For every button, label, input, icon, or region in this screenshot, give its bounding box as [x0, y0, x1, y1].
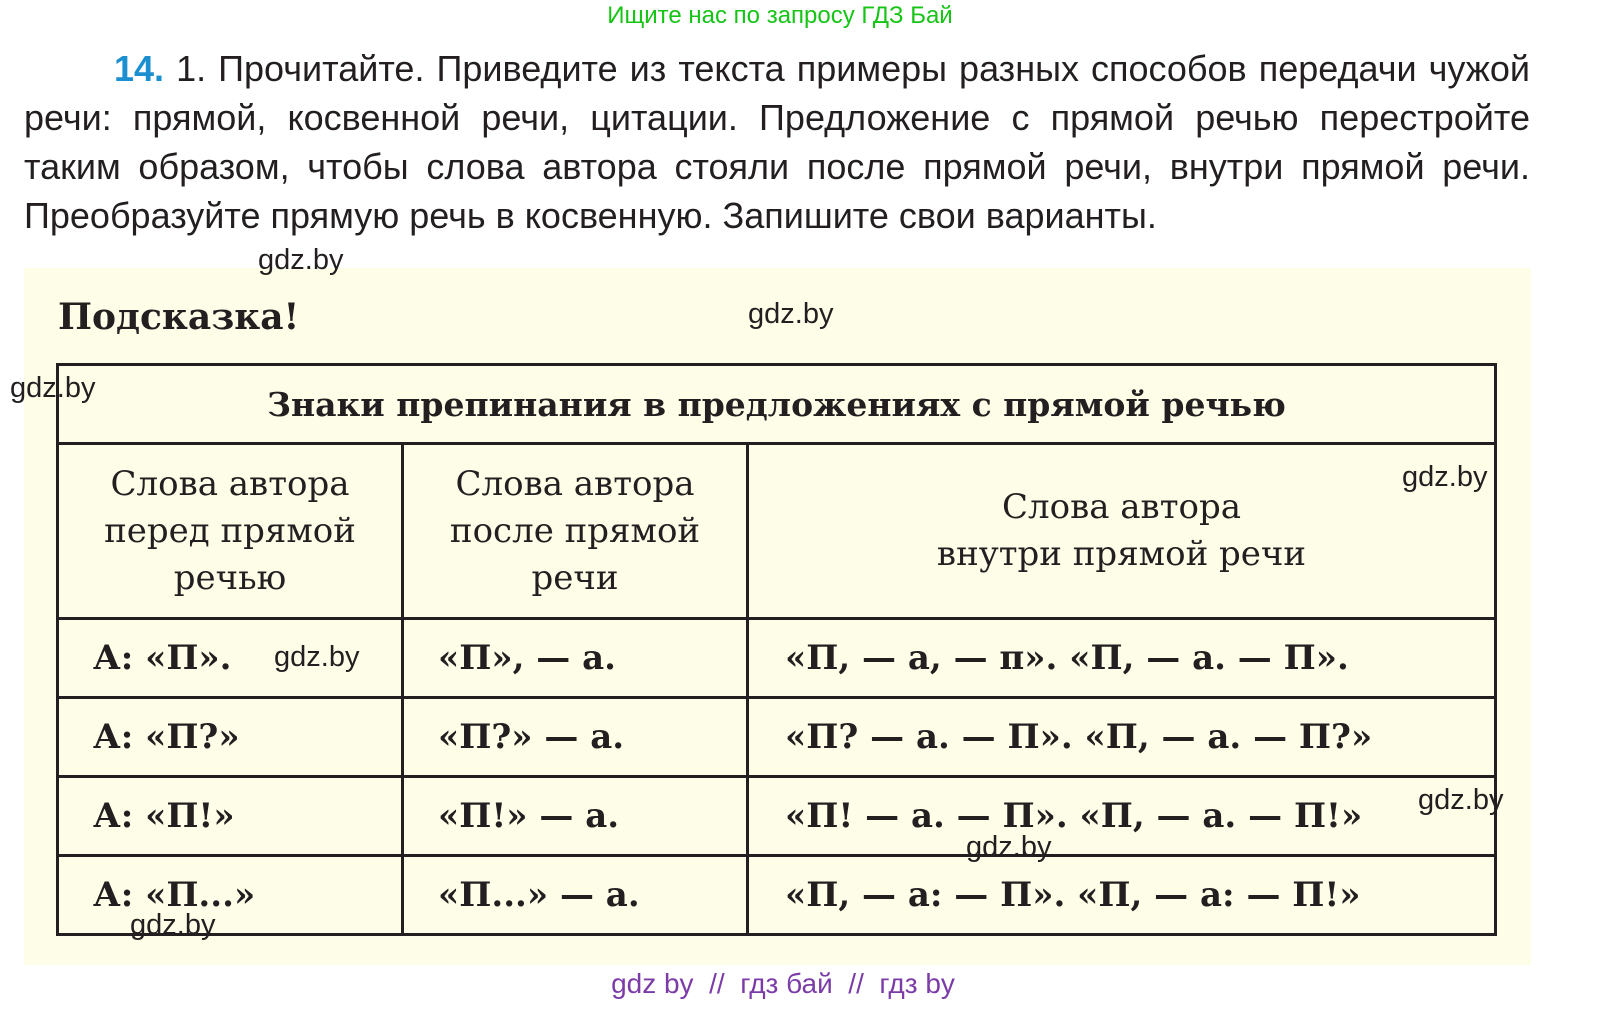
hint-title: Подсказка! [58, 296, 300, 338]
table-caption: Знаки препинания в предложениях с прямой речью [58, 365, 1496, 444]
table-cell: «П! — а. — П». «П, — а. — П!» [748, 777, 1496, 856]
table-cell: «П? — а. — П». «П, — а. — П?» [748, 698, 1496, 777]
search-hint-link[interactable]: Ищите нас по запросу ГДЗ Бай [607, 2, 953, 29]
table-row [58, 698, 1496, 777]
watermark: gdz.by [1402, 461, 1488, 493]
column-header-after: Слова автора после прямой речи [403, 444, 748, 619]
table-cell: А: «П!» [58, 777, 403, 856]
table-cell: А: «П». [58, 619, 403, 698]
task-text [24, 44, 1530, 240]
table-row [58, 856, 1496, 935]
task-body: 1. Прочитайте. Приведите из текста примеры разных способов передачи чужой речи: прямой, косвенной речи, цитации. Предложение с прямой речью перестройте таким образом, чтобы слова автора стояли после прямой речи, внутри прямой речи. Преобразуйте прямую речь в косвенную. Запишите свои варианты. [24, 48, 1530, 236]
table-cell: А: «П...» [58, 856, 403, 935]
table-cell: А: «П?» [58, 698, 403, 777]
punctuation-table [56, 363, 1497, 936]
column-header-before: Слова автора перед прямой речью [58, 444, 403, 619]
watermark: gdz.by [130, 909, 216, 941]
watermark: gdz.by [258, 244, 344, 276]
task-number: 14. [114, 48, 165, 89]
footer-links[interactable]: gdz by // гдз бай // гдз by [611, 968, 955, 999]
column-header-inside: Слова автора внутри прямой речи [748, 444, 1496, 619]
table-cell: «П!» — а. [403, 777, 748, 856]
table-cell: «П, — а: — П». «П, — а: — П!» [748, 856, 1496, 935]
table-row [58, 777, 1496, 856]
watermark: gdz.by [748, 298, 834, 330]
watermark: gdz.by [274, 641, 360, 673]
table-cell: «П, — а, — п». «П, — а. — П». [748, 619, 1496, 698]
table-cell: «П...» — а. [403, 856, 748, 935]
watermark: gdz.by [966, 831, 1052, 863]
watermark: gdz.by [10, 372, 96, 404]
table-cell: «П», — а. [403, 619, 748, 698]
table-cell: «П?» — а. [403, 698, 748, 777]
watermark: gdz.by [1418, 784, 1504, 816]
